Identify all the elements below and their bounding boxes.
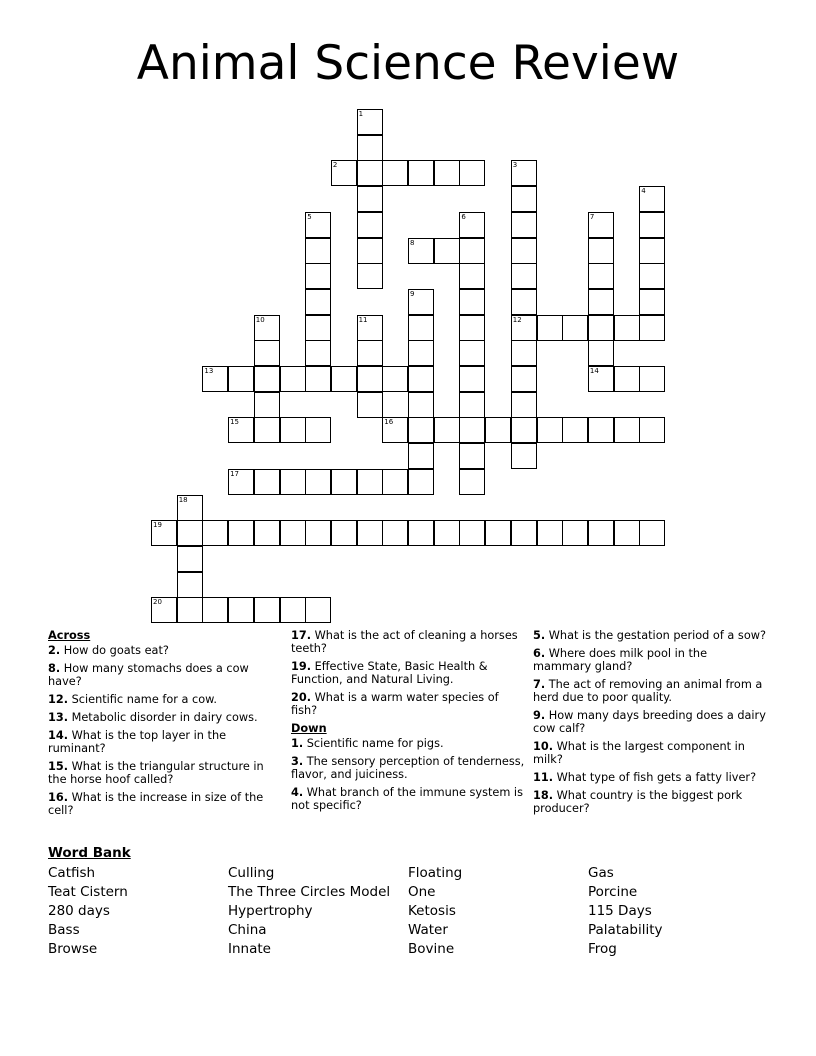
- crossword-cell[interactable]: [511, 392, 537, 418]
- word-bank-column-4: [588, 864, 663, 959]
- clue-number: 13: [204, 367, 214, 375]
- crossword-cell[interactable]: [177, 546, 203, 572]
- crossword-cell[interactable]: [228, 520, 254, 546]
- crossword-cell[interactable]: [254, 597, 280, 623]
- crossword-cell[interactable]: [408, 315, 434, 341]
- crossword-cell[interactable]: [614, 520, 640, 546]
- crossword-cell[interactable]: [357, 469, 383, 495]
- crossword-cell[interactable]: [280, 469, 306, 495]
- crossword-cell[interactable]: [305, 212, 331, 238]
- crossword-cell[interactable]: [280, 366, 306, 392]
- crossword-cell[interactable]: [588, 520, 614, 546]
- crossword-cell[interactable]: [614, 315, 640, 341]
- crossword-cell[interactable]: [459, 160, 485, 186]
- crossword-cell[interactable]: [228, 366, 254, 392]
- crossword-cell[interactable]: [459, 366, 485, 392]
- word-bank-item: Gas: [588, 865, 614, 881]
- crossword-cell[interactable]: [459, 392, 485, 418]
- crossword-cell[interactable]: [331, 366, 357, 392]
- crossword-cell[interactable]: [562, 315, 588, 341]
- clues-column-1: [48, 629, 282, 822]
- crossword-cell[interactable]: [177, 495, 203, 521]
- word-bank-item: Teat Cistern: [48, 884, 128, 900]
- crossword-cell[interactable]: [254, 392, 280, 418]
- crossword-cell[interactable]: [254, 366, 280, 392]
- crossword-cell[interactable]: [639, 315, 665, 341]
- page-title: Animal Science Review: [136, 36, 680, 91]
- crossword-cell[interactable]: [331, 160, 357, 186]
- crossword-cell[interactable]: [408, 392, 434, 418]
- crossword-cell[interactable]: [588, 212, 614, 238]
- clue-number: 3: [512, 161, 518, 170]
- crossword-cell[interactable]: [177, 597, 203, 623]
- crossword-cell[interactable]: [511, 263, 537, 289]
- crossword-cell[interactable]: [408, 520, 434, 546]
- down-heading: Down: [291, 722, 327, 735]
- crossword-cell[interactable]: [254, 520, 280, 546]
- crossword-cell[interactable]: [305, 520, 331, 546]
- word-bank-item: Ketosis: [408, 903, 456, 919]
- crossword-cell[interactable]: [305, 315, 331, 341]
- clue-number: 19: [153, 521, 162, 530]
- crossword-cell[interactable]: [280, 520, 306, 546]
- crossword-cell[interactable]: [511, 238, 537, 264]
- crossword-cell[interactable]: [305, 366, 331, 392]
- crossword-cell[interactable]: [280, 597, 306, 623]
- crossword-cell[interactable]: [588, 340, 614, 366]
- crossword-cell[interactable]: [408, 160, 434, 186]
- crossword-cell[interactable]: [151, 520, 177, 546]
- crossword-cell[interactable]: [357, 135, 383, 161]
- clue-across-17: 17. What is the act of cleaning a horses teeth?: [291, 629, 518, 655]
- word-bank-item: Porcine: [588, 884, 638, 900]
- crossword-cell[interactable]: [382, 469, 408, 495]
- word-bank-title: Word Bank: [48, 845, 131, 861]
- clue-number: 5: [307, 212, 312, 221]
- word-bank-column-1: [48, 864, 128, 959]
- crossword-cell[interactable]: [485, 417, 511, 443]
- crossword-cell[interactable]: [511, 315, 537, 341]
- crossword-cell[interactable]: [588, 263, 614, 289]
- clue-number: 9: [410, 289, 415, 298]
- crossword-cell[interactable]: [228, 417, 254, 443]
- crossword-cell[interactable]: [639, 238, 665, 264]
- crossword-cell[interactable]: [357, 315, 383, 341]
- word-bank-item: Palatability: [588, 922, 663, 938]
- crossword-cell[interactable]: [305, 238, 331, 264]
- crossword-cell[interactable]: [434, 417, 460, 443]
- crossword-cell[interactable]: [639, 289, 665, 315]
- clue-down-10: 10. What is the largest component in milk?: [533, 740, 745, 766]
- crossword-cell[interactable]: [639, 212, 665, 238]
- word-bank-item: Hypertrophy: [228, 903, 313, 919]
- crossword-cell[interactable]: [459, 212, 485, 238]
- crossword-cell[interactable]: [459, 238, 485, 264]
- crossword-cell[interactable]: [434, 160, 460, 186]
- crossword-cell[interactable]: [408, 366, 434, 392]
- crossword-cell[interactable]: [459, 520, 485, 546]
- crossword-cell[interactable]: [511, 366, 537, 392]
- crossword-cell[interactable]: [588, 315, 614, 341]
- word-bank-item: Bass: [48, 922, 80, 938]
- clue-down-4: 4. What branch of the immune system is not specific?: [291, 786, 523, 812]
- word-bank-item: One: [408, 884, 436, 900]
- clue-number: 12: [512, 315, 522, 324]
- crossword-cell[interactable]: [254, 469, 280, 495]
- clue-number: 14: [589, 367, 599, 375]
- crossword-cell[interactable]: [357, 263, 383, 289]
- clue-down-11: 11. What type of fish gets a fatty liver?: [533, 771, 757, 784]
- clue-across-13: 13. Metabolic disorder in dairy cows.: [48, 711, 258, 724]
- word-bank-item: Frog: [588, 941, 617, 957]
- word-bank-column-3: [408, 864, 462, 959]
- crossword-cell[interactable]: [408, 238, 434, 264]
- crossword-cell[interactable]: [562, 520, 588, 546]
- word-bank-item: Floating: [408, 865, 463, 881]
- crossword-cell[interactable]: [357, 160, 383, 186]
- clue-down-7: 7. The act of removing an animal from a herd due to poor quality.: [533, 678, 763, 704]
- crossword-cell[interactable]: [382, 160, 408, 186]
- clue-across-19: 19. Effective State, Basic Health & Function, and Natural Living.: [291, 660, 488, 686]
- clues-column-3: [533, 629, 767, 820]
- crossword-cell[interactable]: [588, 289, 614, 315]
- crossword-cell[interactable]: [639, 520, 665, 546]
- clue-down-9: 9. How many days breeding does a dairy cow calf?: [533, 709, 766, 735]
- clue-across-14: 14. What is the top layer in the ruminant?: [48, 729, 227, 755]
- crossword-cell[interactable]: [639, 186, 665, 212]
- crossword-cell[interactable]: [562, 417, 588, 443]
- crossword-cell[interactable]: [357, 340, 383, 366]
- clue-number: 4: [641, 187, 646, 196]
- clue-across-20: 20. What is a warm water species of fish?: [291, 691, 499, 717]
- crossword-cell[interactable]: [305, 263, 331, 289]
- crossword-cell[interactable]: [511, 417, 537, 443]
- clue-number: 16: [384, 418, 394, 427]
- crossword-cell[interactable]: [434, 520, 460, 546]
- crossword-cell[interactable]: [305, 340, 331, 366]
- crossword-cell[interactable]: [305, 597, 331, 623]
- clue-down-3: 3. The sensory perception of tenderness, flavor, and juiciness.: [291, 755, 525, 781]
- clue-number: 20: [153, 598, 162, 607]
- clue-across-12: 12. Scientific name for a cow.: [48, 693, 217, 706]
- crossword-cell[interactable]: [202, 366, 228, 392]
- crossword-cell[interactable]: [177, 572, 203, 598]
- clue-number: 15: [230, 418, 240, 427]
- crossword-cell[interactable]: [357, 366, 383, 392]
- crossword-cell[interactable]: [202, 597, 228, 623]
- word-bank-item: Innate: [228, 941, 271, 957]
- crossword-cell[interactable]: [254, 417, 280, 443]
- clue-number: 18: [178, 495, 188, 504]
- crossword-cell[interactable]: [254, 315, 280, 341]
- crossword-cell[interactable]: [202, 520, 228, 546]
- crossword-cell[interactable]: [228, 469, 254, 495]
- crossword-cell[interactable]: [254, 340, 280, 366]
- word-bank-column-2: [228, 864, 390, 959]
- clue-across-2: 2. How do goats eat?: [48, 644, 169, 657]
- clue-number: 7: [589, 212, 595, 221]
- crossword-cell[interactable]: [408, 443, 434, 469]
- word-bank-item: China: [228, 922, 267, 938]
- crossword-cell[interactable]: [305, 469, 331, 495]
- word-bank-item: Catfish: [48, 865, 96, 881]
- clue-across-15: 15. What is the triangular structure in the horse hoof called?: [48, 760, 264, 786]
- word-bank-item: Browse: [48, 941, 98, 957]
- clue-number: 11: [358, 315, 368, 324]
- crossword-cell[interactable]: [537, 315, 563, 341]
- crossword-cell[interactable]: [459, 469, 485, 495]
- crossword-cell[interactable]: [511, 520, 537, 546]
- clue-down-5: 5. What is the gestation period of a sow?: [533, 629, 766, 642]
- clue-number: 2: [332, 161, 338, 170]
- crossword-cell[interactable]: [305, 417, 331, 443]
- crossword-cell[interactable]: [639, 366, 665, 392]
- crossword-cell[interactable]: [408, 289, 434, 315]
- clue-number: 8: [410, 238, 415, 247]
- clue-down-6: 6. Where does milk pool in the mammary gland?: [533, 647, 708, 673]
- crossword-cell[interactable]: [357, 520, 383, 546]
- clue-number: 10: [255, 315, 265, 324]
- crossword-cell[interactable]: [588, 238, 614, 264]
- crossword-cell[interactable]: [228, 597, 254, 623]
- crossword-cell[interactable]: [639, 263, 665, 289]
- clue-down-18: 18. What country is the biggest pork producer?: [533, 789, 743, 815]
- crossword-cell[interactable]: [357, 186, 383, 212]
- crossword-cell[interactable]: [511, 212, 537, 238]
- crossword-cell[interactable]: [614, 366, 640, 392]
- crossword-cell[interactable]: [408, 340, 434, 366]
- crossword-cell[interactable]: [639, 417, 665, 443]
- crossword-cell[interactable]: [357, 109, 383, 135]
- crossword-cell[interactable]: [280, 417, 306, 443]
- crossword-cell[interactable]: [357, 212, 383, 238]
- crossword-cell[interactable]: [511, 443, 537, 469]
- clue-number: 6: [461, 212, 466, 221]
- crossword-cell[interactable]: [459, 340, 485, 366]
- crossword-cell[interactable]: [331, 469, 357, 495]
- crossword-cell[interactable]: [614, 417, 640, 443]
- crossword-cell[interactable]: [511, 160, 537, 186]
- crossword-cell[interactable]: [434, 238, 460, 264]
- crossword-cell[interactable]: [459, 289, 485, 315]
- crossword-cell[interactable]: [511, 289, 537, 315]
- crossword-cell[interactable]: [459, 263, 485, 289]
- clue-number: 17: [230, 469, 240, 478]
- word-bank-item: The Three Circles Model: [228, 884, 391, 900]
- clue-across-8: 8. How many stomachs does a cow have?: [48, 662, 249, 688]
- across-heading: Across: [48, 629, 91, 642]
- crossword-cell[interactable]: [511, 186, 537, 212]
- word-bank-item: 115 Days: [588, 903, 652, 919]
- word-bank-item: Bovine: [408, 941, 455, 957]
- clue-number: 1: [358, 110, 364, 118]
- word-bank-item: Culling: [228, 865, 275, 881]
- clue-down-1: 1. Scientific name for pigs.: [291, 737, 444, 750]
- crossword-cell[interactable]: [331, 520, 357, 546]
- crossword-cell[interactable]: [485, 520, 511, 546]
- crossword-cell[interactable]: [408, 469, 434, 495]
- crossword-cell[interactable]: [357, 392, 383, 418]
- crossword-cell[interactable]: [305, 289, 331, 315]
- clue-across-16: 16. What is the increase in size of the cell?: [48, 791, 264, 817]
- crossword-cell[interactable]: [459, 443, 485, 469]
- word-bank-item: Water: [408, 922, 448, 938]
- crossword-cell[interactable]: [588, 417, 614, 443]
- crossword-cell[interactable]: [177, 520, 203, 546]
- word-bank-item: 280 days: [48, 903, 110, 919]
- crossword-cell[interactable]: [459, 315, 485, 341]
- crossword-cell[interactable]: [537, 520, 563, 546]
- crossword-cell[interactable]: [382, 520, 408, 546]
- crossword-cell[interactable]: [357, 238, 383, 264]
- crossword-cell[interactable]: [382, 366, 408, 392]
- crossword-cell[interactable]: [537, 417, 563, 443]
- clues-column-2: [291, 629, 525, 817]
- crossword-cell[interactable]: [459, 417, 485, 443]
- crossword-cell[interactable]: [408, 417, 434, 443]
- crossword-cell[interactable]: [588, 366, 614, 392]
- crossword-cell[interactable]: [151, 597, 177, 623]
- crossword-cell[interactable]: [382, 417, 408, 443]
- crossword-cell[interactable]: [511, 340, 537, 366]
